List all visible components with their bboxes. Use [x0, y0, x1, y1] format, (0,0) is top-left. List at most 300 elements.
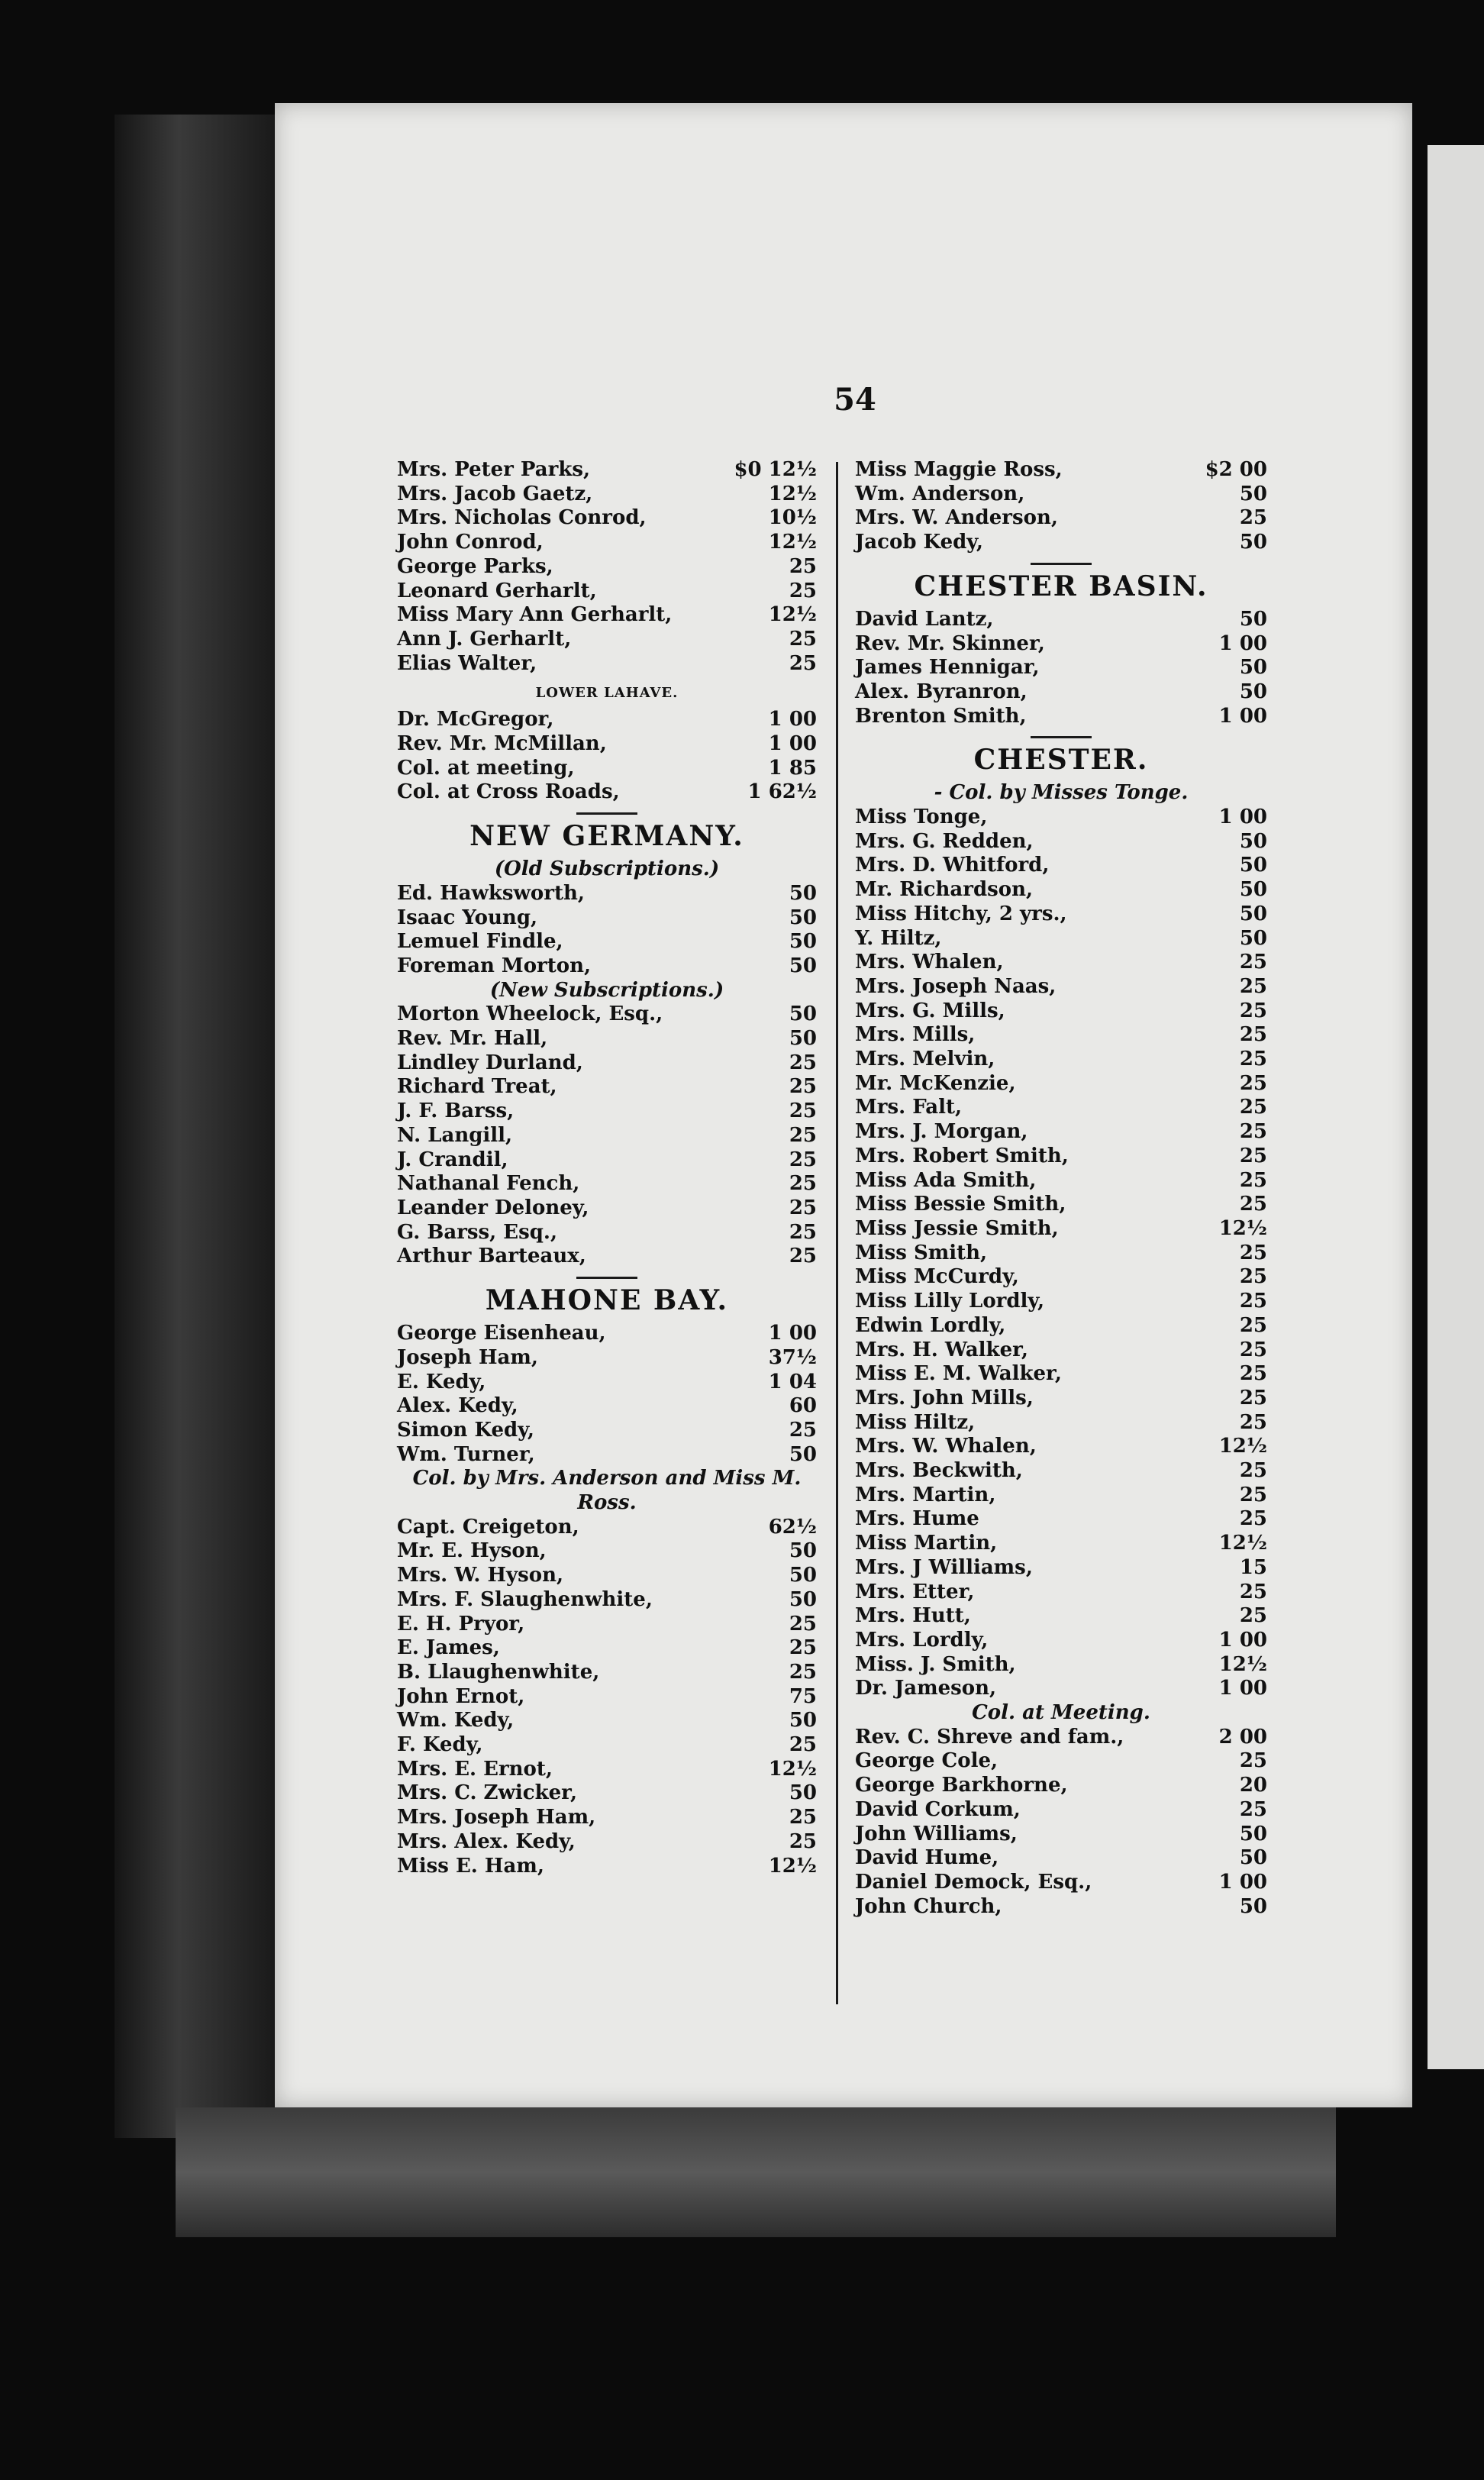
subscription-amount: 25 — [789, 1806, 817, 1829]
subscription-amount: 50 — [1239, 878, 1267, 902]
subscriber-name: Dr. Jameson, — [855, 1677, 997, 1700]
subscription-amount: 25 — [1239, 1120, 1267, 1144]
subscriber-name: Miss. J. Smith, — [855, 1652, 1016, 1676]
subscriber-entry — [397, 1245, 817, 1269]
subscription-amount: 50 — [789, 954, 817, 977]
subscription-amount: 12½ — [1218, 1652, 1267, 1676]
subscriber-name: Mrs. Falt, — [855, 1096, 963, 1119]
subscriber-entry — [397, 1661, 817, 1685]
subscriber-entry — [855, 854, 1267, 878]
collection-note: Col. at Meeting. — [972, 1701, 1150, 1725]
subscriber-entry — [855, 975, 1267, 999]
subscriber-name: Ann J. Gerharlt, — [397, 627, 572, 651]
subscriber-name: Wm. Kedy, — [397, 1709, 515, 1732]
subscription-amount: 25 — [1239, 951, 1267, 974]
subscription-amount: 12½ — [1218, 1435, 1267, 1458]
subscriber-entry — [397, 708, 817, 732]
subscriber-name: J. F. Barss, — [397, 1100, 515, 1123]
subscriber-entry — [855, 1629, 1267, 1653]
subscriber-entry — [855, 1169, 1267, 1193]
subscriber-entry — [855, 1823, 1267, 1847]
subscription-amount: 50 — [1239, 854, 1267, 877]
subscription-amount: 37½ — [768, 1345, 817, 1369]
subscriber-entry — [397, 1027, 817, 1051]
subscription-amount: 2 00 — [1218, 1725, 1267, 1749]
subscriber-entry — [397, 1539, 817, 1564]
subscriber-name: Leander Deloney, — [397, 1196, 589, 1219]
subscriber-name: David Lantz, — [855, 607, 994, 631]
subscription-amount: 1 00 — [1218, 1628, 1267, 1652]
subscriber-name: David Corkum, — [855, 1797, 1021, 1821]
subscription-amount: 1 00 — [1218, 1677, 1267, 1700]
subscriber-entry — [855, 1193, 1267, 1217]
subscriber-name: Elias Walter, — [397, 651, 537, 675]
subscription-amount: 25 — [1239, 1313, 1267, 1337]
subscriber-name: Daniel Demock, Esq., — [855, 1870, 1092, 1894]
subscriber-name: E. Kedy, — [397, 1370, 486, 1393]
subscriber-entry — [855, 1072, 1267, 1096]
subscriber-entry — [855, 951, 1267, 975]
subscriber-name: F. Kedy, — [397, 1733, 483, 1757]
subscription-amount: 25 — [1239, 1410, 1267, 1434]
subscription-amount: 25 — [789, 1172, 817, 1196]
subscriber-name: Mrs. Alex. Kedy, — [397, 1829, 576, 1853]
collection-note: (New Subscriptions.) — [489, 978, 724, 1002]
subscriber-entry — [855, 1774, 1267, 1798]
subscriber-entry — [397, 1371, 817, 1395]
subscriber-entry — [855, 1871, 1267, 1895]
subscription-amount: 12½ — [768, 1854, 817, 1878]
subscription-amount: 50 — [789, 1442, 817, 1466]
subscription-amount: 50 — [789, 881, 817, 905]
subscription-amount: 1 00 — [768, 708, 817, 731]
subscription-amount: 25 — [789, 1100, 817, 1123]
subscriber-entry — [397, 906, 817, 931]
adjacent-page-edge — [1428, 145, 1484, 2069]
subscriber-name: E. H. Pryor, — [397, 1612, 525, 1636]
subscriber-name: Mrs. Whalen, — [855, 951, 1004, 974]
subscriber-name: Mrs. Jacob Gaetz, — [397, 482, 593, 505]
subscription-amount: 25 — [789, 1612, 817, 1636]
subscriber-entry — [397, 732, 817, 757]
subscriber-entry — [397, 1758, 817, 1782]
subscriber-name: Ed. Hawksworth, — [397, 881, 585, 905]
subscriber-entry — [855, 1846, 1267, 1871]
subscription-amount: 25 — [1239, 1604, 1267, 1628]
subscription-amount: 25 — [1239, 1096, 1267, 1119]
subscription-amount: 50 — [1239, 1846, 1267, 1870]
subscriber-name: Miss McCurdy, — [855, 1265, 1019, 1289]
subscriber-entry — [397, 1588, 817, 1613]
subscription-amount: 25 — [1239, 1338, 1267, 1361]
subscription-amount: 25 — [1239, 1193, 1267, 1216]
subscription-amount: 25 — [1239, 1241, 1267, 1264]
subscriber-entry — [855, 1242, 1267, 1266]
subscriber-entry — [397, 1636, 817, 1661]
subscriber-name: Alex. Byranron, — [855, 680, 1028, 703]
subscriber-entry — [397, 603, 817, 628]
subscriber-name: Brenton Smith, — [855, 704, 1027, 728]
subscriber-name: B. Llaughenwhite, — [397, 1660, 600, 1684]
subscription-amount: 25 — [1239, 1749, 1267, 1773]
subscriber-entry — [397, 930, 817, 954]
subscriber-name: George Eisenheau, — [397, 1322, 606, 1345]
subscription-amount: 50 — [789, 1709, 817, 1732]
subscriber-entry — [397, 1346, 817, 1371]
subscriber-name: Miss Lilly Lordly, — [855, 1290, 1045, 1313]
subscription-amount: 25 — [1239, 999, 1267, 1022]
subscriber-name: Y. Hiltz, — [855, 926, 942, 950]
subscription-amount: 25 — [789, 1220, 817, 1244]
subscription-amount: 62½ — [768, 1515, 817, 1539]
subscriber-entry — [397, 1124, 817, 1148]
subscriber-name: Mrs. Lordly, — [855, 1628, 989, 1652]
book-spine-edge — [115, 115, 275, 2138]
subscriber-name: Miss Smith, — [855, 1241, 988, 1264]
subscriber-entry — [855, 1653, 1267, 1678]
subscriber-entry — [855, 1895, 1267, 1920]
subscriber-entry — [855, 1581, 1267, 1605]
subscription-amount: 25 — [789, 1245, 817, 1268]
subscriber-name: Mrs. W. Hyson, — [397, 1564, 564, 1587]
left-column — [397, 458, 817, 1878]
subscriber-name: Rev. Mr. Hall, — [397, 1027, 548, 1051]
subscriber-name: Mrs. Etter, — [855, 1580, 975, 1603]
subscriber-name: Rev. Mr. McMillan, — [397, 732, 607, 756]
subscription-amount: 50 — [1239, 1822, 1267, 1845]
subscriber-entry — [855, 1290, 1267, 1314]
subscription-amount: 25 — [1239, 1048, 1267, 1071]
subscriber-name: Mrs. C. Zwicker, — [397, 1781, 578, 1805]
subscription-amount: 25 — [789, 1075, 817, 1099]
subscriber-entry — [855, 1677, 1267, 1701]
subscriber-entry — [397, 757, 817, 781]
subscriber-entry — [397, 1685, 817, 1710]
subscriber-entry — [855, 1120, 1267, 1145]
subscriber-entry — [855, 1604, 1267, 1629]
subscriber-name: Miss Tonge, — [855, 806, 988, 829]
subscriber-name: Capt. Creigeton, — [397, 1515, 579, 1539]
subscriber-name: Mrs. J Williams, — [855, 1555, 1033, 1579]
subscriber-name: Miss E. M. Walker, — [855, 1362, 1062, 1386]
subscriber-name: Isaac Young, — [397, 906, 538, 929]
subscriber-name: Col. at Cross Roads, — [397, 780, 620, 804]
subscriber-entry — [397, 1196, 817, 1221]
subscriber-entry — [855, 806, 1267, 830]
subscriber-entry — [397, 1075, 817, 1100]
subscriber-name: Miss Maggie Ross, — [855, 458, 1063, 481]
subscription-amount: 50 — [789, 906, 817, 929]
subscription-amount: 25 — [1239, 506, 1267, 530]
subscriber-name: Mrs. Martin, — [855, 1483, 996, 1506]
subscriber-entry — [855, 1362, 1267, 1387]
subscription-amount: $2 00 — [1205, 458, 1267, 481]
subscriber-name: Miss Jessie Smith, — [855, 1216, 1059, 1240]
subscriber-entry — [855, 1726, 1267, 1750]
subscription-amount: 60 — [789, 1394, 817, 1418]
subscriber-name: George Parks, — [397, 554, 553, 578]
subscriber-name: Mrs. Peter Parks, — [397, 458, 591, 481]
subscriber-name: Miss E. Ham, — [397, 1854, 544, 1878]
subscriber-name: Mr. McKenzie, — [855, 1071, 1016, 1095]
subscription-amount: 25 — [1239, 1483, 1267, 1506]
subscription-amount: 25 — [1239, 1797, 1267, 1821]
subscription-amount: 50 — [789, 930, 817, 954]
subscription-amount: 50 — [1239, 926, 1267, 950]
subscription-amount: $0 12½ — [734, 458, 817, 481]
subscription-amount: 50 — [1239, 531, 1267, 554]
subscriber-entry — [397, 882, 817, 906]
subscriber-name: Miss Mary Ann Gerharlt, — [397, 603, 673, 627]
subscription-amount: 1 00 — [1218, 806, 1267, 829]
subscription-amount: 25 — [1239, 1144, 1267, 1167]
subscriber-name: Mrs. Nicholas Conrod, — [397, 506, 647, 530]
subscription-amount: 25 — [1239, 1265, 1267, 1289]
subscriber-name: Miss Ada Smith, — [855, 1168, 1037, 1192]
subscriber-name: N. Langill, — [397, 1123, 513, 1147]
subscription-amount: 25 — [789, 1829, 817, 1853]
subscription-amount: 50 — [789, 1003, 817, 1026]
subscriber-name: Lemuel Findle, — [397, 930, 563, 954]
column-divider — [836, 462, 838, 2004]
subscription-amount: 50 — [1239, 482, 1267, 505]
subscriber-name: Edwin Lordly, — [855, 1313, 1006, 1337]
subscription-amount: 50 — [1239, 902, 1267, 925]
subscriber-entry — [855, 830, 1267, 854]
subscriber-entry — [397, 652, 817, 677]
collection-note: (Old Subscriptions.) — [494, 857, 720, 881]
section-separator — [576, 812, 637, 815]
subscription-amount: 15 — [1239, 1555, 1267, 1579]
subscriber-entry — [855, 1265, 1267, 1290]
subscriber-entry — [855, 1411, 1267, 1435]
subscriber-entry — [855, 656, 1267, 680]
subscription-amount: 25 — [1239, 1580, 1267, 1603]
subscriber-entry — [855, 1387, 1267, 1411]
subscription-amount: 1 00 — [768, 732, 817, 756]
subscription-amount: 50 — [1239, 656, 1267, 680]
subscriber-entry — [397, 1443, 817, 1468]
subscription-amount: 1 00 — [1218, 704, 1267, 728]
subscriber-name: Miss Bessie Smith, — [855, 1193, 1066, 1216]
subscriber-entry — [397, 1322, 817, 1346]
subscription-amount: 1 00 — [1218, 631, 1267, 655]
subscriber-entry — [855, 1459, 1267, 1484]
subscriber-name: Miss Hiltz, — [855, 1410, 976, 1434]
subscriber-entry — [397, 1613, 817, 1637]
subscriber-name: Rev. C. Shreve and fam., — [855, 1725, 1124, 1749]
subscriber-entry — [855, 1217, 1267, 1242]
subscriber-name: Mrs. Joseph Ham, — [397, 1806, 596, 1829]
subscription-amount: 50 — [789, 1564, 817, 1587]
subscriber-name: Foreman Morton, — [397, 954, 592, 977]
subscriber-entry — [855, 999, 1267, 1024]
subscription-amount: 1 85 — [768, 756, 817, 780]
subscriber-entry — [397, 1806, 817, 1830]
subscription-amount: 25 — [789, 1051, 817, 1074]
subscription-amount: 25 — [789, 627, 817, 651]
subscriber-entry — [397, 531, 817, 555]
subscriber-entry — [855, 1507, 1267, 1532]
subscriber-entry — [397, 555, 817, 580]
section-separator — [1031, 563, 1092, 565]
subscriber-name: Mrs. John Mills, — [855, 1386, 1034, 1410]
collection-note: - Col. by Misses Tonge. — [934, 781, 1189, 805]
subscriber-entry — [855, 1749, 1267, 1774]
subscription-amount: 25 — [1239, 1023, 1267, 1047]
subscriber-name: Mrs. Melvin, — [855, 1048, 995, 1071]
subscriber-name: Simon Kedy, — [397, 1418, 534, 1442]
subscription-amount: 25 — [1239, 1168, 1267, 1192]
subscriber-entry — [397, 1172, 817, 1196]
subscription-amount: 25 — [1239, 1362, 1267, 1386]
subscriber-name: John Williams, — [855, 1822, 1018, 1845]
subscription-amount: 50 — [789, 1781, 817, 1805]
subscriber-entry — [855, 1435, 1267, 1459]
subsection-heading: LOWER LAHAVE. — [535, 685, 679, 702]
subscription-amount: 25 — [1239, 1071, 1267, 1095]
subscriber-name: Mrs. Mills, — [855, 1023, 976, 1047]
subscriber-name: Mrs. Joseph Naas, — [855, 974, 1057, 998]
subscription-amount: 25 — [789, 651, 817, 675]
subscriber-name: Alex. Kedy, — [397, 1394, 518, 1418]
subscriber-name: Lindley Durland, — [397, 1051, 583, 1074]
subscriber-entry — [855, 458, 1267, 483]
subscriber-name: Nathanal Fench, — [397, 1172, 580, 1196]
subscriber-entry — [855, 705, 1267, 729]
subscriber-name: Rev. Mr. Skinner, — [855, 631, 1045, 655]
subscription-amount: 1 04 — [768, 1370, 817, 1393]
subscriber-name: John Church, — [855, 1894, 1002, 1918]
subscriber-entry — [855, 531, 1267, 555]
section-heading: MAHONE BAY. — [485, 1284, 729, 1317]
subscriber-entry — [397, 483, 817, 507]
subscriber-name: G. Barss, Esq., — [397, 1220, 558, 1244]
subscriber-name: James Hennigar, — [855, 656, 1040, 680]
subscriber-entry — [397, 1221, 817, 1245]
section-separator — [1031, 736, 1092, 738]
subscriber-entry — [855, 878, 1267, 903]
subscriber-name: David Hume, — [855, 1846, 999, 1870]
subscriber-name: Mrs. H. Walker, — [855, 1338, 1028, 1361]
subscription-amount: 50 — [1239, 829, 1267, 853]
subscriber-entry — [397, 1003, 817, 1027]
subscriber-entry — [855, 1096, 1267, 1120]
subscriber-name: Mrs. Robert Smith, — [855, 1144, 1069, 1167]
subscription-amount: 12½ — [768, 603, 817, 627]
subscriber-name: Mrs. W. Anderson, — [855, 506, 1058, 530]
subscriber-name: John Conrod, — [397, 531, 544, 554]
subscriber-entry — [855, 1338, 1267, 1363]
subscription-amount: 25 — [1239, 1290, 1267, 1313]
subscription-amount: 1 00 — [768, 1322, 817, 1345]
subscriber-entry — [855, 1145, 1267, 1169]
collection-note: Col. by Mrs. Anderson and Miss M. Ross. — [412, 1467, 802, 1515]
subscriber-name: Miss Martin, — [855, 1532, 998, 1555]
subscriber-name: Mrs. J. Morgan, — [855, 1120, 1028, 1144]
subscriber-name: Mrs. Hume — [855, 1507, 979, 1531]
subscriber-name: Mrs. F. Slaughenwhite, — [397, 1587, 653, 1611]
subscriber-entry — [855, 1314, 1267, 1338]
section-heading: NEW GERMANY. — [469, 820, 744, 853]
subscriber-entry — [397, 1733, 817, 1758]
subscriber-name: Morton Wheelock, Esq., — [397, 1003, 663, 1026]
subscriber-name: Miss Hitchy, 2 yrs., — [855, 902, 1067, 925]
subscriber-name: Col. at meeting, — [397, 756, 575, 780]
subscription-amount: 25 — [789, 1733, 817, 1757]
subscriber-entry — [397, 1051, 817, 1076]
subscriber-name: Joseph Ham, — [397, 1345, 538, 1369]
subscriber-entry — [397, 1709, 817, 1733]
subscription-amount: 25 — [789, 1148, 817, 1171]
subscriber-entry — [855, 903, 1267, 927]
subscriber-entry — [855, 1023, 1267, 1048]
book-bottom-edge — [176, 2107, 1336, 2237]
subscription-amount: 12½ — [768, 482, 817, 505]
subscription-amount: 50 — [1239, 1894, 1267, 1918]
subscription-amount: 25 — [1239, 1459, 1267, 1483]
subscription-amount: 25 — [789, 1636, 817, 1660]
subscriber-name: Mrs. Beckwith, — [855, 1459, 1023, 1483]
subscription-amount: 25 — [789, 554, 817, 578]
subscription-amount: 12½ — [1218, 1216, 1267, 1240]
subscriber-name: George Barkhorne, — [855, 1774, 1068, 1797]
subscription-amount: 75 — [789, 1684, 817, 1708]
subscriber-entry — [855, 680, 1267, 705]
subscriber-entry — [855, 1484, 1267, 1508]
subscriber-name: Jacob Kedy, — [855, 531, 983, 554]
subscriber-entry — [855, 1048, 1267, 1072]
subscriber-name: Richard Treat, — [397, 1075, 557, 1099]
subscription-amount: 25 — [1239, 974, 1267, 998]
subscription-amount: 12½ — [1218, 1532, 1267, 1555]
subscription-amount: 50 — [1239, 680, 1267, 703]
subscription-amount: 50 — [789, 1027, 817, 1051]
subscriber-name: J. Crandil, — [397, 1148, 508, 1171]
subscriber-entry — [855, 1798, 1267, 1823]
subscription-amount: 10½ — [768, 506, 817, 530]
subscriber-entry — [397, 1394, 817, 1419]
subscriber-entry — [397, 954, 817, 979]
subscriber-entry — [855, 632, 1267, 657]
subscription-amount: 12½ — [768, 531, 817, 554]
subscription-amount: 25 — [789, 1660, 817, 1684]
subscriber-entry — [855, 608, 1267, 632]
subscriber-entry — [855, 506, 1267, 531]
subscriber-name: Mrs. Hutt, — [855, 1604, 971, 1628]
subscriber-entry — [397, 1855, 817, 1879]
subscription-amount: 50 — [789, 1587, 817, 1611]
subscriber-entry — [855, 483, 1267, 507]
subscription-amount: 12½ — [768, 1757, 817, 1781]
subscriber-name: Wm. Turner, — [397, 1442, 535, 1466]
subscriber-entry — [397, 1781, 817, 1806]
subscription-amount: 25 — [789, 1418, 817, 1442]
subscriber-entry — [397, 506, 817, 531]
subscription-amount: 25 — [1239, 1386, 1267, 1410]
subscriber-name: Arthur Barteaux, — [397, 1245, 586, 1268]
subscriber-name: Mrs. G. Redden, — [855, 829, 1034, 853]
subscriber-name: Mr. E. Hyson, — [397, 1539, 547, 1563]
subscriber-entry — [397, 1564, 817, 1588]
subscriber-name: Dr. McGregor, — [397, 708, 554, 731]
right-column — [855, 458, 1267, 1919]
subscriber-name: E. James, — [397, 1636, 500, 1660]
subscriber-name: John Ernot, — [397, 1684, 525, 1708]
subscriber-entry — [397, 1100, 817, 1124]
section-heading: CHESTER BASIN. — [914, 570, 1208, 602]
subscriber-entry — [397, 1148, 817, 1173]
